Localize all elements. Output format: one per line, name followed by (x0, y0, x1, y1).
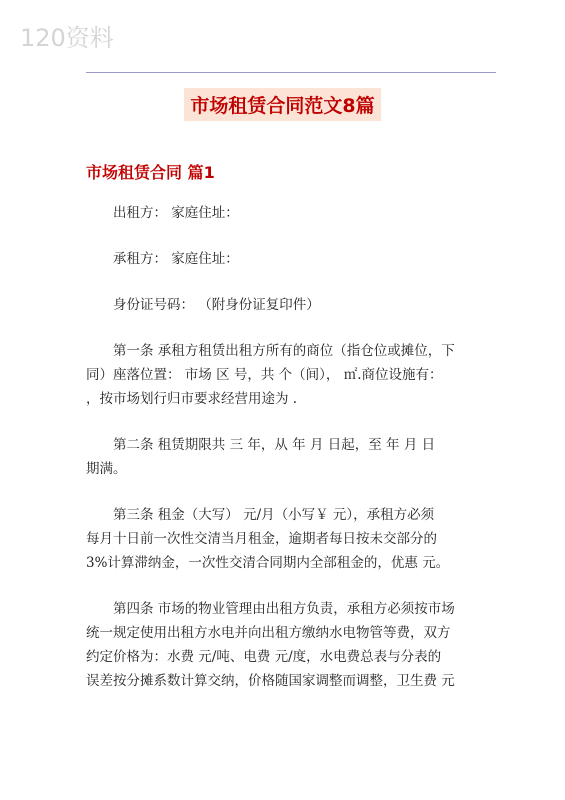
text-line: 第四条 市场的物业管理由出租方负责，承租方必须按市场 (113, 601, 455, 617)
text-line: 每月十日前一次性交清当月租金，逾期者每日按未交部分的 (86, 531, 437, 547)
text-line: ，按市场划行归市要求经营用途为 . (86, 391, 298, 407)
document-title: 市场租赁合同范文8篇 (184, 88, 380, 121)
text-line: 误差按分摊系数计算交纳，价格随国家调整而调整，卫生费 元 (86, 673, 455, 689)
text-line: 第二条 租赁期限共 三 年，从 年 月 日起，至 年 月 日 (113, 437, 436, 453)
paragraph-article-1 (86, 339, 496, 411)
section-heading: 市场租赁合同 篇1 (86, 163, 215, 182)
text-line: 3%计算滞纳金，一次性交清合同期内全部租金的，优惠 元。 (86, 555, 450, 571)
paragraph-lessor (86, 201, 496, 225)
text-line: 身份证号码： （附身份证复印件） (113, 297, 320, 313)
paragraph-article-3 (86, 503, 496, 575)
text-line: 第一条 承租方租赁出租方所有的商位（指仓位或摊位，下 (113, 343, 455, 359)
header-divider (86, 72, 496, 73)
text-line: 统一规定使用出租方水电并向出租方缴纳水电物管等费，双方 (86, 625, 451, 641)
paragraph-id-number (86, 293, 496, 317)
text-line: 出租方： 家庭住址： (113, 205, 239, 221)
text-line: 承租方： 家庭住址： (113, 251, 239, 267)
text-line: 期满。 (86, 461, 127, 477)
paragraph-article-2 (86, 433, 496, 481)
text-line: 同）座落位置： 市场 区 号，共 个（间）， ㎡.商位设施有： (86, 367, 443, 383)
text-line: 约定价格为：水费 元/吨、电费 元/度，水电费总表与分表的 (86, 649, 442, 665)
document-body (86, 201, 496, 715)
title-container (0, 88, 565, 121)
text-line: 第三条 租金（大写） 元/月（小写￥ 元），承租方必须 (113, 507, 435, 523)
watermark: 120资料 (20, 24, 114, 52)
paragraph-lessee (86, 247, 496, 271)
paragraph-article-4 (86, 597, 496, 693)
